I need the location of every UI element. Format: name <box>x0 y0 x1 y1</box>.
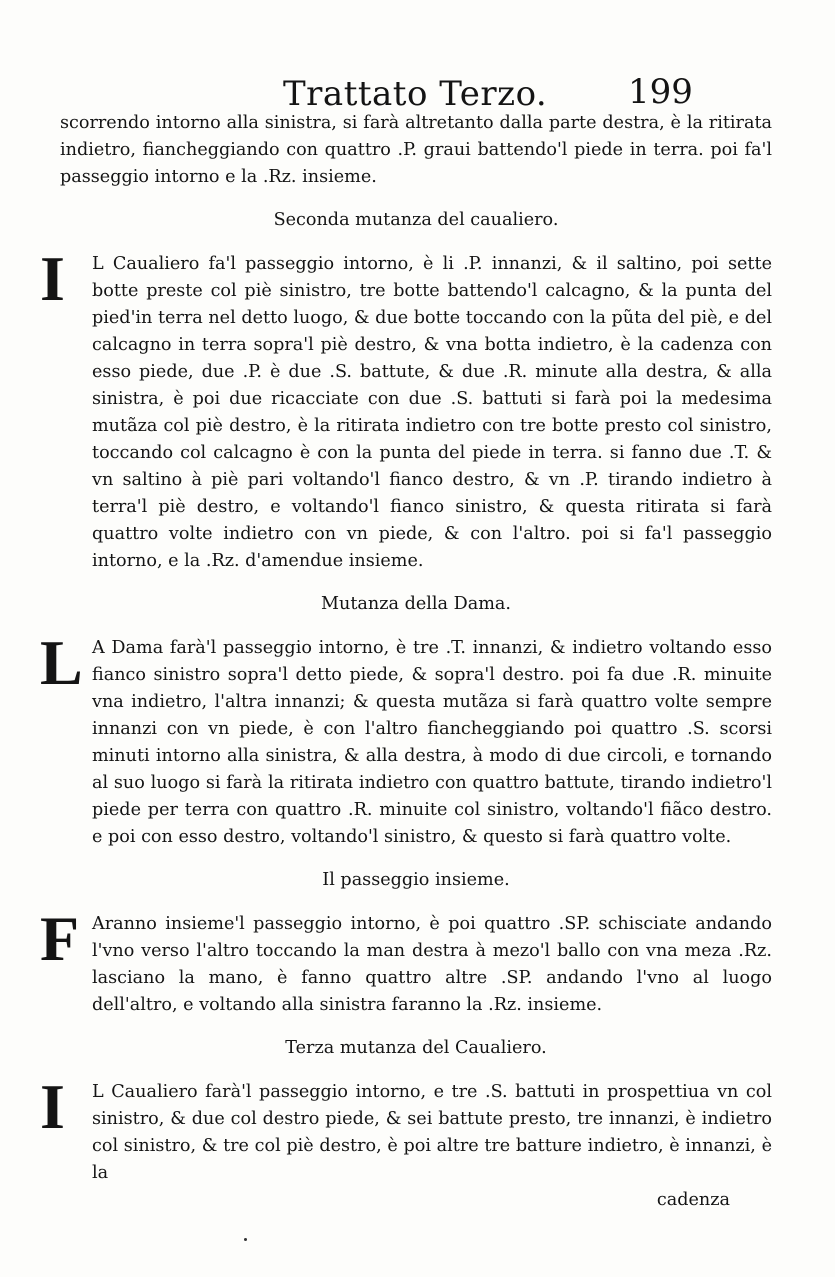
section-heading-seconda-mutanza: Seconda mutanza del caualiero. <box>273 210 559 230</box>
section-heading-passeggio-insieme: Il passeggio insieme. <box>322 870 510 890</box>
drop-initial: I <box>40 1071 65 1142</box>
body-text <box>40 110 772 1214</box>
opening-paragraph: scorrendo intorno alla sinistra, si farà altretanto dalla parte destra, è la ritirata indietro, fiancheggiando con quattro .P. graui battendo'l piede in terra. poi fa'l passeggio intorno e la .Rz. insieme. <box>60 113 772 187</box>
ink-speck <box>244 1238 247 1241</box>
paragraph-text: Aranno insieme'l passeggio intorno, è poi quattro .SP. schisciate andando l'vno verso l'altro toccando la man destra à mezo'l ballo con vna meza .Rz. lasciano la mano, è fanno quattro altre .SP. andando l'vno al luogo dell'altro, e voltando alla sinistra faranno la .Rz. insieme. <box>92 914 772 1015</box>
section-paragraph-mutanza-dama <box>40 627 772 851</box>
drop-initial: L <box>40 627 83 698</box>
paragraph-text: L Caualiero farà'l passeggio intorno, e tre .S. battuti in prospettiua vn col sinistro, & due col destro piede, & sei battute presto, tre innanzi, è indietro col sinistro, & tre col piè destro, è poi altre tre batture indietro, è innanzi, è la <box>92 1082 772 1183</box>
drop-initial: F <box>40 903 80 974</box>
section-heading-mutanza-dama: Mutanza della Dama. <box>321 594 511 614</box>
paragraph-text: A Dama farà'l passeggio intorno, è tre .T. innanzi, & indietro voltando esso fianco sinistro sopra'l detto piede, & sopra'l destro. poi fa due .R. minuite vna indietro, l'altra innanzi; & questa mutãza si farà quattro volte sempre innanzi con vn piede, è con l'altro fiancheggiando poi quattro .S. scorsi minuti intorno alla sinistra, & alla destra, à modo di due circoli, e tornando al suo luogo si farà la ritirata indietro con quattro battute, tirando indietro'l piede per terra con quattro .R. minuite col sinistro, voltando'l fiãco destro. e poi con esso destro, voltando'l sinistro, & questo si farà quattro volte. <box>92 638 772 847</box>
section-paragraph-seconda-mutanza <box>40 243 772 575</box>
catchword: cadenza <box>656 1190 730 1210</box>
drop-initial: I <box>40 243 65 314</box>
running-title: Trattato Terzo. <box>283 74 548 114</box>
section-paragraph-passeggio-insieme <box>40 903 772 1019</box>
page-number: 199 <box>628 72 693 112</box>
paragraph-text: L Caualiero fa'l passeggio intorno, è li .P. innanzi, & il saltino, poi sette botte preste col piè sinistro, tre botte battendo'l calcagno, & la punta del pied'in terra nel detto luogo, & due botte toccando con la pũta del piè, e del calcagno in terra sopra'l piè destro, & vna botta indietro, è la cadenza con esso piede, due .P. è due .S. battute, & due .R. minute alla destra, & alla sinistra, è poi due ricacciate con due .S. battuti si farà poi la medesima mutãza col piè destro, è la ritirata indietro con tre botte presto col sinistro, toccando col calcagno è con la punta del piede in terra. si fanno due .T. & vn saltino à piè pari voltando'l fianco destro, & vn .P. tirando indietro à terra'l piè destro, e voltando'l fianco sinistro, & questa ritirata si farà quattro volte indietro con vn piede, & con l'altro. poi si fa'l passeggio intorno, e la .Rz. d'amendue insieme. <box>92 254 772 571</box>
section-heading-terza-mutanza: Terza mutanza del Caualiero. <box>285 1038 547 1058</box>
section-paragraph-terza-mutanza <box>40 1071 772 1187</box>
